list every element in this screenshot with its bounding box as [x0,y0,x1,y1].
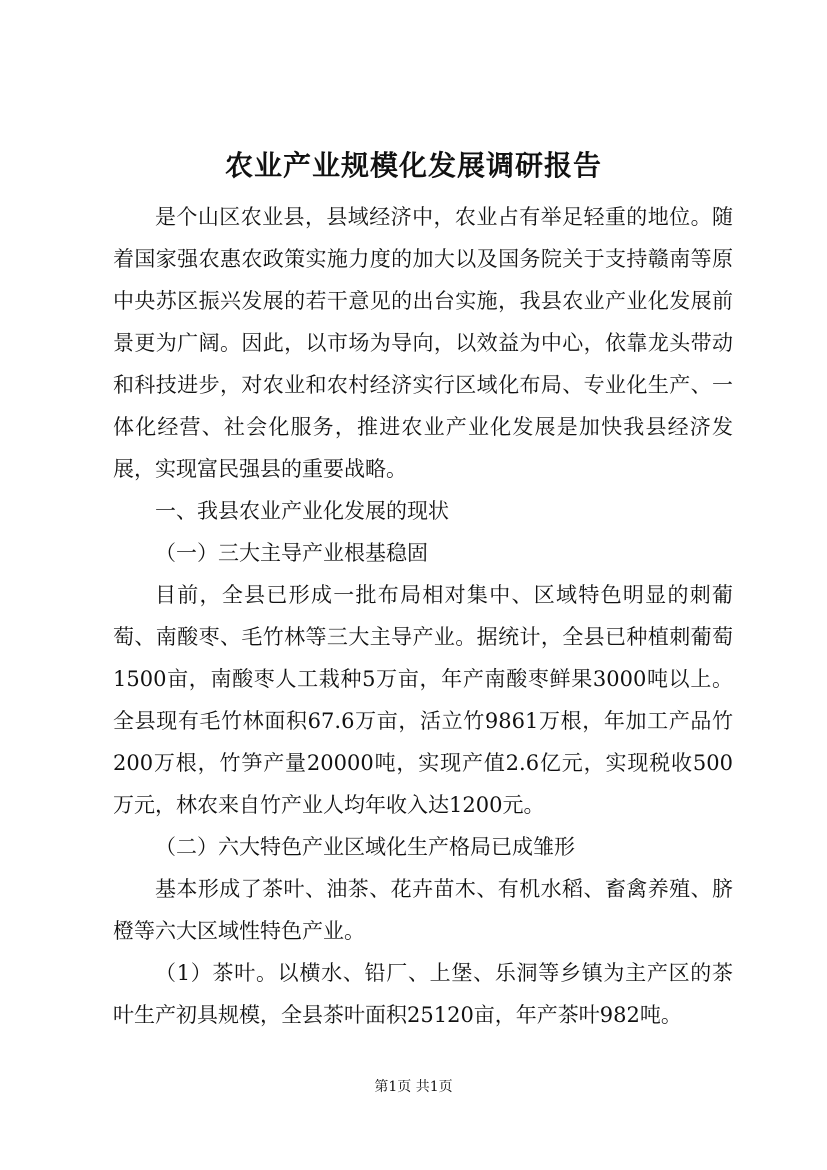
section-heading-current-status: 一、我县农业产业化发展的现状 [155,499,449,523]
main-industries-paragraph: 目前，全县已形成一批布局相对集中、区域特色明显的刺葡萄、南酸枣、毛竹林等三大主导产业。据统计，全县已种植刺葡萄1500亩，南酸枣人工栽种5万亩，年产南酸枣鲜果3000吨以上。全县现有毛竹林面积67.6万亩，活立竹9861万根，年加工产品竹200万根，竹笋产量20000吨，实现产值2.6亿元，实现税收500万元，林农来自竹产业人均年收入达1200元。 [113,583,733,817]
intro-paragraph: 是个山区农业县，县域经济中，农业占有举足轻重的地位。随着国家强农惠农政策实施力度的加大以及国务院关于支持赣南等原中央苏区振兴发展的若干意见的出台实施，我县农业产业化发展前景更为广阔。因此，以市场为导向，以效益为中心，依靠龙头带动和科技进步，对农业和农村经济实行区域化布局、专业化生产、一体化经营、社会化服务，推进农业产业化发展是加快我县经济发展，实现富民强县的重要战略。 [113,205,733,481]
subsection-heading-main-industries: （一）三大主导产业根基稳固 [155,541,428,565]
document-title: 农业产业规模化发展调研报告 [224,149,602,182]
tea-paragraph: （1）茶叶。以横水、铅厂、上堡、乐洞等乡镇为主产区的茶叶生产初具规模，全县茶叶面积25120亩，年产茶叶982吨。 [113,961,733,1027]
specialty-industries-paragraph: 基本形成了茶叶、油茶、花卉苗木、有机水稻、畜禽养殖、脐橙等六大区域性特色产业。 [113,877,733,943]
subsection-heading-specialty-industries: （二）六大特色产业区域化生产格局已成雏形 [155,835,575,859]
page-number-footer: 第1页 共1页 [374,1079,453,1095]
document-body [113,196,733,1036]
